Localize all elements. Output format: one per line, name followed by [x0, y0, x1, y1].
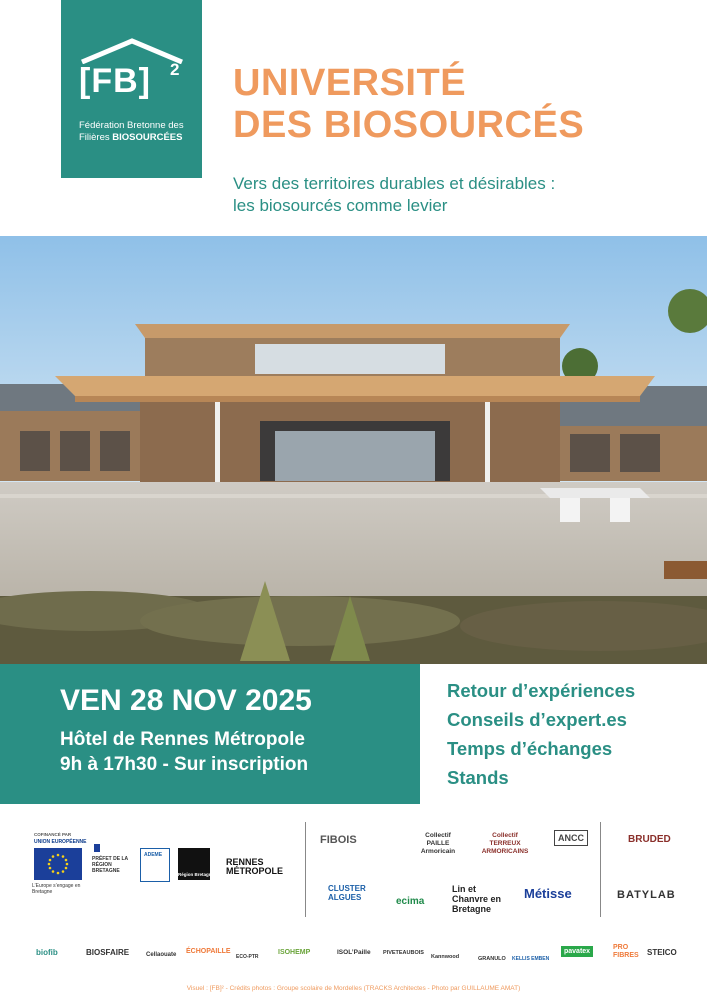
partners-section: [0, 804, 707, 1000]
event-venue-time: Hôtel de Rennes Métropole 9h à 17h30 - Sur inscription: [60, 729, 309, 775]
collectif-terreux-logo: Collectif TERREUX ARMORICAINS: [481, 832, 529, 855]
partner-logo: ECO-PTR: [236, 954, 259, 960]
bruded-logo: BRUDED: [628, 834, 671, 845]
partner-logo: Kannwood: [431, 954, 460, 960]
prefet-logo: PRÉFET DE LA RÉGION BRETAGNE: [92, 856, 128, 874]
divider: [305, 822, 306, 917]
event-info-band: [0, 664, 420, 804]
eu-slogan: L’Europe s’engage en Bretagne: [32, 883, 81, 895]
eu-name: UNION EUROPÉENNE: [34, 839, 87, 845]
ancc-logo: ANCC: [554, 830, 588, 846]
building-photo: [0, 236, 707, 664]
ademe-logo: ADEME: [144, 852, 163, 858]
eu-flag-icon: [34, 848, 82, 880]
partner-logo: Cellaouate: [146, 952, 177, 958]
marianne-icon: [94, 844, 100, 852]
program-topics: [447, 676, 635, 792]
partner-logo: STEICO: [647, 948, 677, 957]
logo-superscript: 2: [170, 60, 180, 79]
fb2-logo: [61, 0, 202, 178]
page-title: UNIVERSITÉ DES BIOSOURCÉS: [233, 62, 585, 146]
partner-logo: PRO FIBRES: [613, 944, 639, 959]
divider: [600, 822, 601, 917]
event-date: VEN 28 NOV 2025: [60, 684, 312, 717]
partner-logo: KELLIS EMBEN: [512, 956, 550, 962]
fibois-logo: FIBOIS: [320, 834, 357, 846]
logo-wordmark: [FB]: [79, 62, 151, 100]
logo-subtitle: Fédération Bretonne des Filières BIOSOURCÉES: [79, 120, 184, 143]
region-bretagne-logo: Région Bretagne: [178, 872, 215, 877]
ecima-logo: ecima: [396, 896, 425, 907]
partner-logo: BIOSFAIRE: [86, 948, 130, 957]
photo-credits: Visuel : [FB]² - Crédits photos : Groupe scolaire de Mordelles (TRACKS Architectes - Photo par GUILLAUME AMAT): [186, 985, 521, 992]
collectif-paille-logo: Collectif PAILLE Armoricain: [420, 832, 456, 855]
topic-item: Retour d’expériences: [447, 680, 636, 701]
metisse-logo: Métisse: [524, 886, 572, 901]
cluster-algues-logo: CLUSTER ALGUES: [328, 884, 366, 902]
subtitle: Vers des territoires durables et désirables : les biosourcés comme levier: [233, 174, 556, 215]
lin-chanvre-logo: Lin et Chanvre en Bretagne: [452, 884, 502, 914]
partner-logo: ÉCHOPAILLE: [186, 948, 231, 955]
partner-logo: biofib: [36, 948, 58, 957]
rennes-metropole-logo: RENNES MÉTROPOLE: [226, 857, 284, 876]
batylab-logo: BATYLAB: [617, 889, 676, 901]
partner-logo: ISOHEMP: [278, 949, 311, 956]
eu-label: COFINANCÉ PAR: [34, 832, 72, 837]
partner-logo: pavatex: [561, 946, 593, 957]
partner-logo: GRANULO: [478, 956, 506, 962]
partner-logo: ISOL’Paille: [337, 949, 371, 956]
topic-item: Temps d’échanges: [447, 738, 613, 759]
topic-item: Stands: [447, 767, 509, 788]
partner-logo: PIVETEAUBOIS: [383, 950, 424, 956]
topic-item: Conseils d’expert.es: [447, 709, 627, 730]
